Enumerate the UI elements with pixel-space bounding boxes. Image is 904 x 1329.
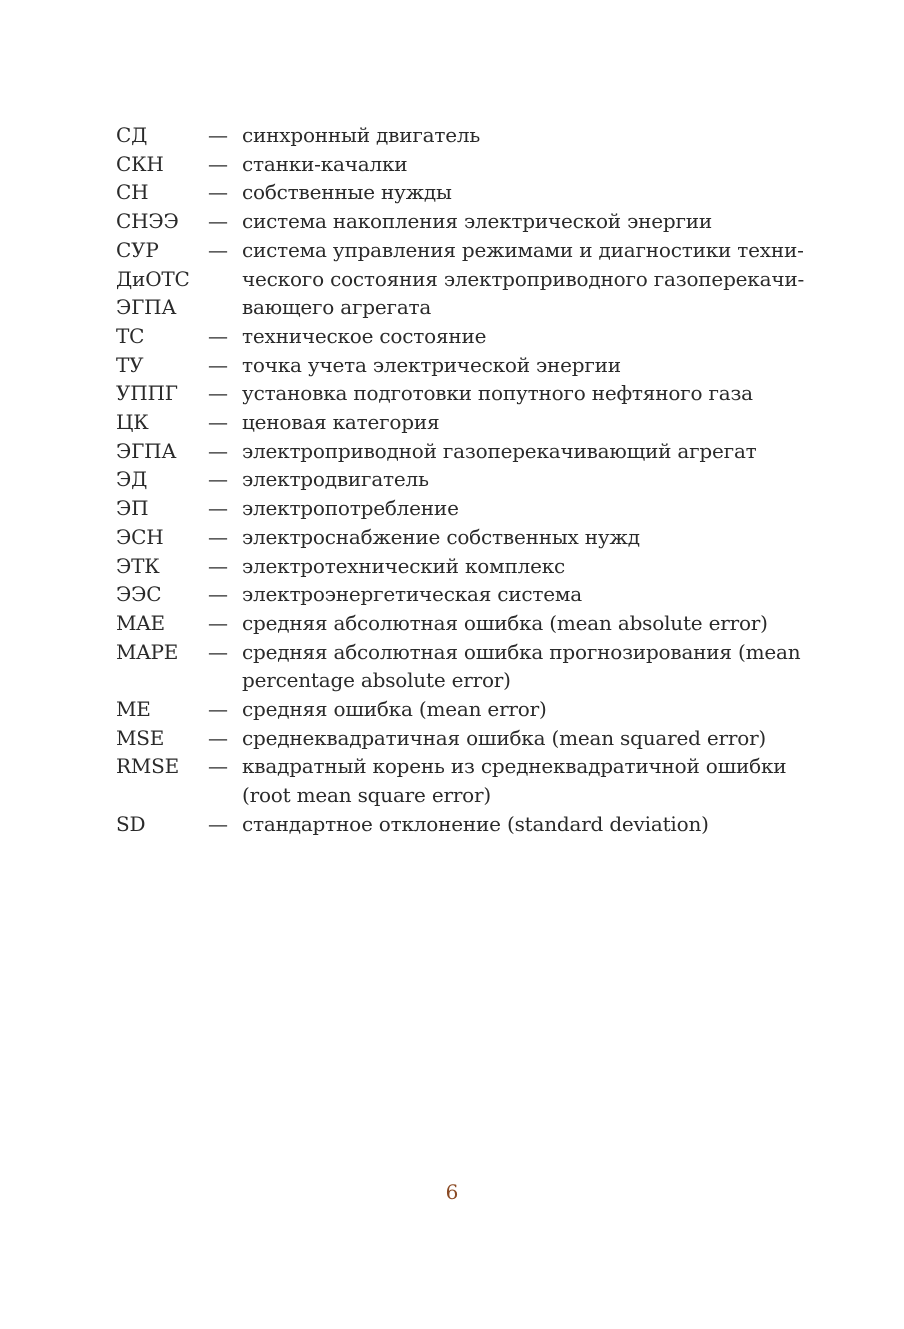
abbreviation-row	[116, 724, 806, 753]
abbreviation-row	[116, 322, 806, 351]
abbreviation-row	[116, 494, 806, 523]
definition-line: ческого состояния электроприводного газоперекачи-	[242, 266, 805, 291]
abbreviation-row	[116, 437, 806, 466]
abbreviation-row	[116, 465, 806, 494]
abbreviation-term: ЦК	[116, 410, 149, 435]
abbreviation-definition	[242, 580, 806, 609]
abbreviation-definition	[242, 121, 806, 150]
abbreviation-row	[116, 150, 806, 179]
definition-line: средняя абсолютная ошибка прогнозирования (mean	[242, 639, 801, 664]
abbreviation-definition	[242, 437, 806, 466]
abbreviation-term: SD	[116, 811, 146, 836]
abbreviation-definition	[242, 552, 806, 581]
definition-line: стандартное отклонение (standard deviation)	[242, 811, 709, 836]
definition-line: percentage absolute error)	[242, 668, 511, 693]
page-number: 6	[445, 1180, 459, 1204]
abbreviation-row	[116, 752, 806, 809]
abbreviation-definition	[242, 752, 806, 809]
abbreviation-dash: —	[208, 639, 228, 664]
abbreviation-row	[116, 552, 806, 581]
abbreviation-definition	[242, 322, 806, 351]
abbreviation-dash: —	[208, 237, 228, 262]
abbreviation-term: ЭГПА	[116, 295, 177, 320]
definition-line: электроэнергетическая система	[242, 582, 583, 607]
abbreviation-term: ЭСН	[116, 524, 164, 549]
abbreviation-dash: —	[208, 410, 228, 435]
abbreviation-dash: —	[208, 610, 228, 635]
abbreviation-definition	[242, 379, 806, 408]
definition-line: ценовая категория	[242, 410, 440, 435]
abbreviation-definition	[242, 465, 806, 494]
abbreviation-term: СУР	[116, 237, 159, 262]
definition-line: собственные нужды	[242, 180, 452, 205]
abbreviation-row	[116, 265, 806, 294]
abbreviation-dash: —	[208, 381, 228, 406]
abbreviation-dash: —	[208, 553, 228, 578]
abbreviation-dash: —	[208, 323, 228, 348]
abbreviation-dash: —	[208, 467, 228, 492]
abbreviation-definition	[242, 207, 806, 236]
abbreviation-row	[116, 351, 806, 380]
abbreviation-row	[116, 293, 806, 322]
abbreviation-term: СН	[116, 180, 149, 205]
abbreviation-dash: —	[208, 438, 228, 463]
abbreviation-definition	[242, 293, 806, 322]
definition-line: (root mean square error)	[242, 783, 491, 808]
abbreviation-definition	[242, 351, 806, 380]
abbreviation-definition	[242, 150, 806, 179]
abbreviation-term: MAE	[116, 610, 165, 635]
abbreviation-definition	[242, 724, 806, 753]
abbreviation-term: RMSE	[116, 754, 180, 779]
abbreviation-definition	[242, 236, 806, 265]
abbreviation-definition	[242, 810, 806, 839]
abbreviation-term: MAPE	[116, 639, 179, 664]
abbreviation-row	[116, 580, 806, 609]
abbreviation-dash: —	[208, 180, 228, 205]
abbreviation-row	[116, 638, 806, 695]
abbreviation-dash: —	[208, 524, 228, 549]
abbreviation-row	[116, 178, 806, 207]
definition-line: электродвигатель	[242, 467, 429, 492]
abbreviation-row	[116, 408, 806, 437]
abbreviation-dash: —	[208, 725, 228, 750]
abbreviation-dash: —	[208, 151, 228, 176]
definition-line: квадратный корень из среднеквадратичной ошибки	[242, 754, 787, 779]
definition-line: синхронный двигатель	[242, 123, 481, 147]
definition-line: станки-качалки	[242, 151, 408, 176]
definition-line: электроприводной газоперекачивающий агрегат	[242, 438, 757, 463]
abbreviation-row	[116, 207, 806, 236]
abbreviation-dash: —	[208, 582, 228, 607]
abbreviation-term: УППГ	[116, 381, 178, 406]
definition-line: электропотребление	[242, 496, 459, 521]
abbreviation-row	[116, 236, 806, 265]
abbreviation-definition	[242, 408, 806, 437]
abbreviation-row	[116, 379, 806, 408]
abbreviation-definition	[242, 265, 806, 294]
definition-line: среднеквадратичная ошибка (mean squared error)	[242, 725, 767, 750]
definition-line: система управления режимами и диагностики техни-	[242, 237, 804, 262]
abbreviation-term: ТУ	[116, 352, 144, 377]
abbreviation-term: MSE	[116, 725, 165, 750]
abbreviation-definition	[242, 178, 806, 207]
abbreviation-term: СКН	[116, 151, 164, 176]
abbreviation-list	[116, 121, 806, 839]
abbreviation-dash: —	[208, 352, 228, 377]
abbreviation-dash: —	[208, 209, 228, 234]
definition-line: электротехнический комплекс	[242, 553, 566, 578]
abbreviation-dash: —	[208, 697, 228, 722]
abbreviation-dash: —	[208, 754, 228, 779]
definition-line: точка учета электрической энергии	[242, 352, 621, 377]
definition-line: средняя ошибка (mean error)	[242, 697, 547, 722]
abbreviation-definition	[242, 695, 806, 724]
abbreviation-term: ЭТК	[116, 553, 160, 578]
definition-line: установка подготовки попутного нефтяного газа	[242, 381, 753, 406]
abbreviation-dash: —	[208, 123, 228, 147]
abbreviation-term: ДиОТС	[116, 266, 190, 291]
abbreviation-term: СНЭЭ	[116, 209, 179, 234]
abbreviation-row	[116, 695, 806, 724]
abbreviation-term: ME	[116, 697, 151, 722]
abbreviation-term: ТС	[116, 323, 145, 348]
abbreviation-row	[116, 609, 806, 638]
abbreviation-row	[116, 523, 806, 552]
abbreviation-term: ЭД	[116, 467, 148, 492]
definition-line: вающего агрегата	[242, 295, 432, 320]
abbreviation-dash: —	[208, 496, 228, 521]
abbreviation-term: ЭП	[116, 496, 149, 521]
definition-line: система накопления электрической энергии	[242, 209, 713, 234]
abbreviation-dash: —	[208, 811, 228, 836]
definition-line: средняя абсолютная ошибка (mean absolute error)	[242, 610, 768, 635]
abbreviation-definition	[242, 638, 806, 695]
abbreviation-definition	[242, 494, 806, 523]
abbreviation-row	[116, 810, 806, 839]
definition-line: техническое состояние	[242, 323, 487, 348]
definition-line: электроснабжение собственных нужд	[242, 524, 640, 549]
abbreviation-term: ЭЭС	[116, 582, 162, 607]
abbreviation-definition	[242, 609, 806, 638]
abbreviation-term: СД	[116, 123, 148, 147]
abbreviation-definition	[242, 523, 806, 552]
abbreviation-term: ЭГПА	[116, 438, 177, 463]
abbreviation-row	[116, 121, 806, 150]
